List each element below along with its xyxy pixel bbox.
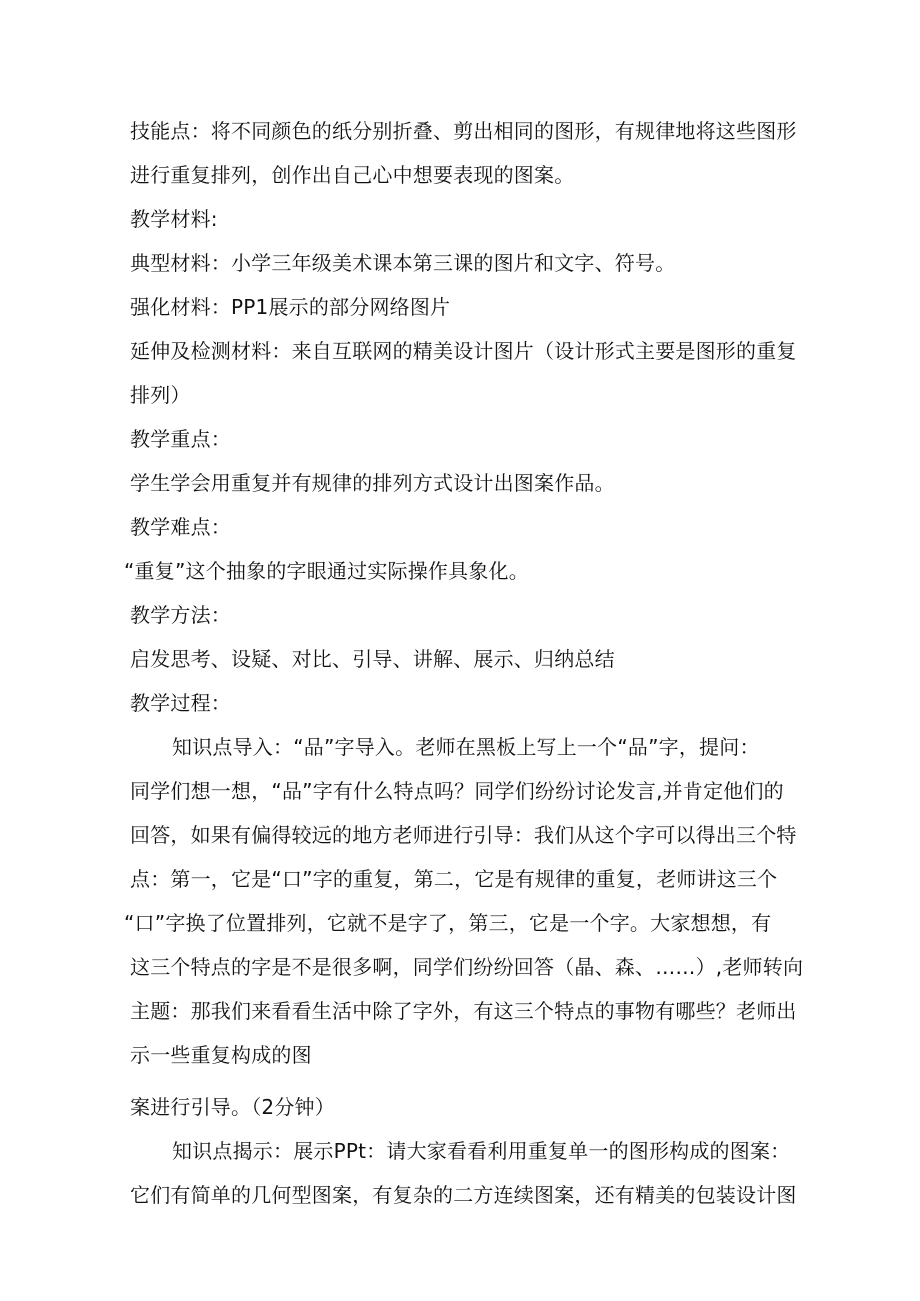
text-line: 这三个特点的字是不是很多啊，同学们纷纷回答（晶、森、……）,老师转向 (130, 955, 804, 979)
paragraph-start: 知识点揭示：展示PPt：请大家看看利用重复单一的图形构成的图案： (172, 1139, 791, 1163)
text-line: 学生学会用重复并有规律的排列方式设计出图案作品。 (130, 471, 615, 495)
text-line: 案进行引导。（2分钟） (130, 1095, 335, 1119)
text-line: 启发思考、设疑、对比、引导、讲解、展示、归纳总结 (130, 647, 615, 671)
text-line: 强化材料：PP1展示的部分网络图片 (130, 295, 451, 319)
paragraph-start: 知识点导入：“品”字导入。老师在黑板上写上一个“品”字，提问： (172, 735, 760, 759)
section-heading: 教学方法： (130, 603, 231, 627)
text-line: 示一些重复构成的图 (130, 1043, 312, 1067)
text-line: 排列） (130, 383, 191, 407)
text-line: 进行重复排列，创作出自己心中想要表现的图案。 (130, 163, 575, 187)
text-line: “重复”这个抽象的字眼通过实际操作具象化。 (124, 559, 529, 583)
section-heading: 教学重点： (130, 427, 231, 451)
section-heading: 教学过程： (130, 691, 231, 715)
text-line: 回答，如果有偏得较远的地方老师进行引导：我们从这个字可以得出三个特 (130, 823, 797, 847)
section-heading: 教学难点： (130, 515, 231, 539)
text-line: 典型材料：小学三年级美术课本第三课的图片和文字、符号。 (130, 251, 676, 275)
text-line: 延伸及检测材料：来自互联网的精美设计图片（设计形式主要是图形的重复 (130, 339, 797, 363)
text-line: 同学们想一想，“品”字有什么特点吗？同学们纷纷讨论发言,并肯定他们的 (130, 779, 784, 803)
section-heading: 教学材料: (130, 207, 218, 231)
text-line: 技能点：将不同颜色的纸分别折叠、剪出相同的图形，有规律地将这些图形 (130, 119, 797, 143)
text-line: 点：第一，它是“口”字的重复，第二，它是有规律的重复，老师讲这三个 (130, 867, 778, 891)
text-line: 主题：那我们来看看生活中除了字外，有这三个特点的事物有哪些？老师出 (130, 999, 797, 1023)
text-line: “口”字换了位置排列，它就不是字了，第三，它是一个字。大家想想，有 (124, 911, 772, 935)
text-line: 它们有简单的几何型图案，有复杂的二方连续图案，还有精美的包装设计图 (130, 1183, 797, 1207)
